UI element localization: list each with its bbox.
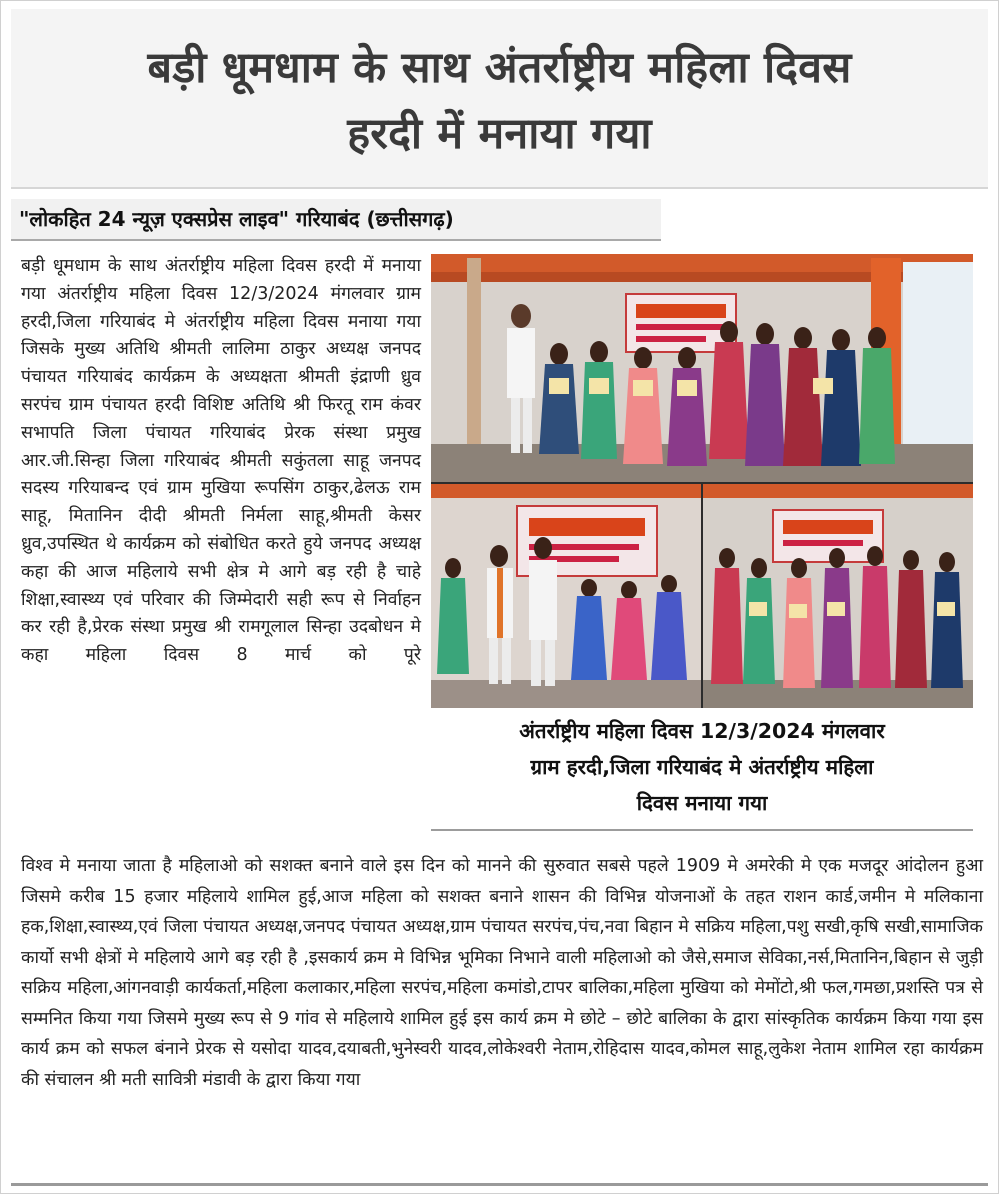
headline — [11, 35, 988, 167]
caption-line-3: दिवस मनाया गया — [636, 791, 768, 815]
caption-line-1: अंतर्राष्ट्रीय महिला दिवस 12/3/2024 मंगलवार — [519, 719, 885, 743]
photo-collage — [431, 254, 973, 708]
headline-line-1: बड़ी धूमधाम के साथ अंतर्राष्ट्रीय महिला दिवस — [147, 43, 852, 93]
photo-women-holding-mementos — [703, 484, 973, 708]
group-photo-women-with-certificates — [431, 254, 973, 482]
bottom-divider — [11, 1183, 988, 1186]
article-column-text: बड़ी धूमधाम के साथ अंतर्राष्ट्रीय महिला दिवस हरदी में मनाया गया अंतर्राष्ट्रीय महिला दिवस 12/3/2024 मंगलवार ग्राम हरदी,जिला गरियाबंद मे अंतर्राष्ट्रीय महिला दिवस मनाया गया जिसके मुख्य अतिथि श्रीमती लालिमा ठाकुर अध्यक्ष जनपद पंचायत गरियाबंद कार्यक्रम के अध्यक्षता श्रीमती इंद्राणी ध्रुव सरपंच ग्राम पंचायत हरदी विशिष्ट अतिथि श्री फिरतू राम कंवर सभापति जिला पंचायत गरियाबंद प्रेरक संस्था प्रमुख आर.जी.सिन्हा जिला गरियाबंद श्रीमती सकुंतला साहू जनपद सदस्य गरियाबन्द एवं ग्राम मुखिया रूपसिंग ठाकुर,ढेलऊ राम साहू, मितानिन दीदी श्रीमती निर्मला साहू,श्रीमती केसर ध्रुव,उपस्थित थे कार्यक्रम को संबोधित करते हुये जनपद अध्यक्ष कहा की आज महिलाये सभी क्षेत्र मे आगे बड़ रही है चाहे शिक्षा,स्वास्थ्य एवं परिवार की जिम्मेदारी सही रूप से निर्वाहन कर रही है,प्रेरक संस्था प्रमुख श्री रामगूलाल सिन्हा उदबोधन मे कहा महिला दिवस 8 मार्च को पूरे — [21, 256, 421, 666]
article-full-width-text: विश्व मे मनाया जाता है महिलाओ को सशक्त बनाने वाले इस दिन को मानने की सुरुवात सबसे पहले 1909 मे अमरेकी मे एक मजदूर आंदोलन हुआ जिसमे करीब 15 हजार महिलाये शामिल हुई,आज महिला को सशक्त बनाने शासन की विभिन्न योजनाओं के तहत राशन कार्ड,जमीन मे मलिकाना हक,शिक्षा,स्वास्थ्य,एवं जिला पंचायत अध्यक्ष,जनपद पंचायत अध्यक्ष,ग्राम पंचायत सरपंच,पंच,नवा बिहान मे सक्रिय महिला,पशु सखी,कृषि सखी,सामाजिक कार्यो सभी क्षेत्रों मे महिलाये आगे बड़ रही है ,इसकार्य क्रम मे विभिन्न भूमिका निभाने वाली महिलाओ को जैसे,समाज सेविका,नर्स,मितानिन,बिहान से जुड़ी सक्रिय महिला,आंगनवाड़ी कार्यकर्ता,महिला कलाकार,महिला सरपंच,महिला कमांडो,टापर बालिका,महिला मुखिया को मेमोंटो,श्री फल,गमछा,प्रशस्ति पत्र से सम्मनित किया गया जिसमे मुख्य रूप से 9 गांव से महिलाये शामिल हुई इस कार्य क्रम मे छोटे – छोटे बालिका के द्वारा सांस्कृतिक कार्यक्रम किया गया इस कार्य क्रम को सफल बंनाने प्रेरक से यसोदा यादव,दयाबती,भुनेस्वरी यादव,लोकेश्वरी नेताम,रोहिदास यादव,कोमल साहू,लुकेश नेताम शामिल रहा कार्यक्रम की संचालन श्री मती सावित्री मंडावी के द्वारा किया गया — [21, 856, 983, 1090]
photo-guests-with-young-dancers — [431, 484, 701, 708]
photo-caption — [431, 713, 973, 821]
byline: "लोकहित 24 न्यूज़ एक्सप्रेस लाइव" गरियाबंद (छत्तीसगढ़) — [11, 199, 661, 241]
caption-line-2: ग्राम हरदी,जिला गरियाबंद मे अंतर्राष्ट्रीय महिला — [530, 755, 874, 779]
headline-line-2: हरदी में मनाया गया — [347, 109, 652, 159]
caption-divider — [431, 829, 973, 831]
headline-block — [11, 9, 988, 189]
